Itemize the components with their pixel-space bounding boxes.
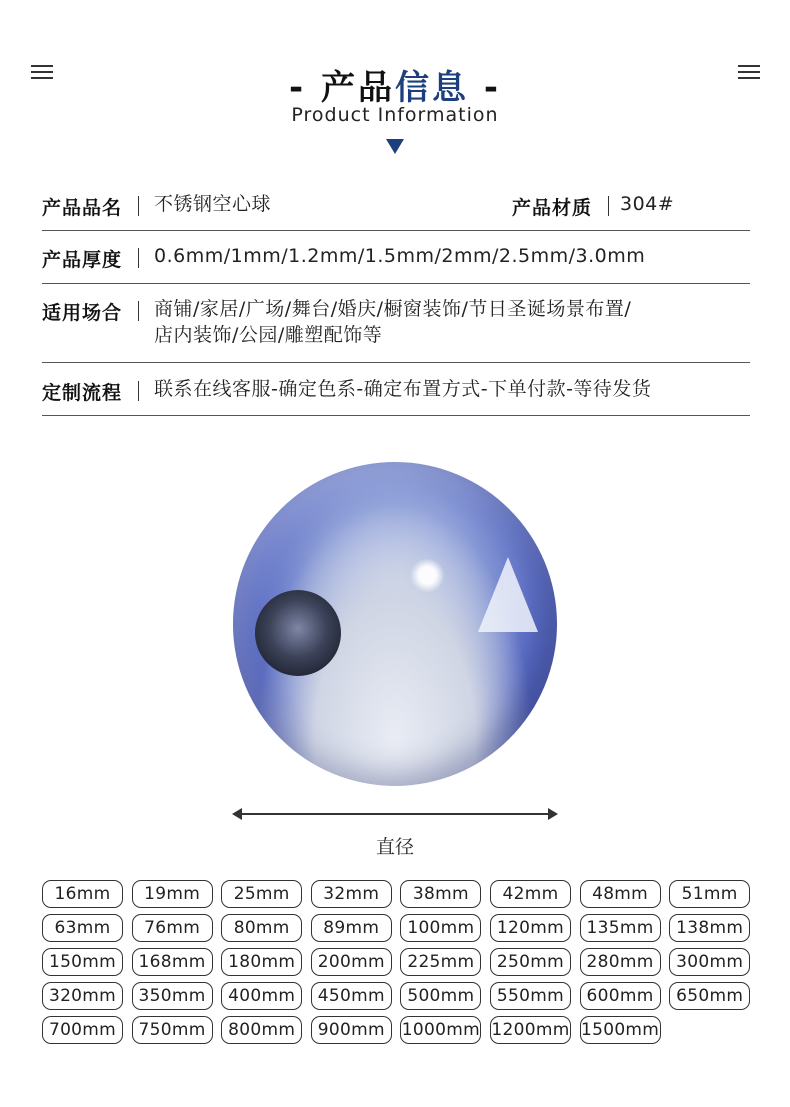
spec-value-material: 304#: [620, 193, 675, 215]
title-prefix: - 产品: [289, 68, 395, 108]
spec-row-name: [42, 193, 750, 220]
spec-label: 产品品名: [42, 197, 123, 219]
size-grid: [42, 880, 762, 1044]
reflection-mountain: [478, 557, 538, 632]
size-option[interactable]: 16mm: [42, 880, 123, 908]
arrow-right-icon: [548, 808, 558, 820]
size-option[interactable]: 63mm: [42, 914, 123, 942]
spec-value: 店内装饰/公园/雕塑配饰等: [154, 324, 383, 346]
size-option[interactable]: 1000mm: [400, 1016, 481, 1044]
product-image: [233, 462, 557, 786]
page-title: [0, 60, 790, 109]
size-option[interactable]: 400mm: [221, 982, 302, 1010]
dimension-line: [240, 813, 550, 815]
row-divider: [42, 283, 750, 284]
size-option[interactable]: 150mm: [42, 948, 123, 976]
size-option[interactable]: 89mm: [311, 914, 392, 942]
spec-label: 产品厚度: [42, 249, 123, 271]
size-option[interactable]: 550mm: [490, 982, 571, 1010]
title-suffix: -: [469, 68, 501, 108]
size-option[interactable]: 600mm: [580, 982, 661, 1010]
divider: [138, 196, 139, 216]
size-option[interactable]: 76mm: [132, 914, 213, 942]
spec-value: 0.6mm/1mm/1.2mm/1.5mm/2mm/2.5mm/3.0mm: [154, 245, 646, 267]
title-highlight: 信息: [395, 68, 469, 108]
spec-value: 不锈钢空心球: [154, 193, 272, 215]
size-option[interactable]: 700mm: [42, 1016, 123, 1044]
spec-label-material: 产品材质: [512, 197, 593, 219]
spec-value: 联系在线客服-确定色系-确定布置方式-下单付款-等待发货: [154, 378, 652, 400]
size-option[interactable]: 19mm: [132, 880, 213, 908]
spec-row-thickness: [42, 245, 750, 272]
size-option[interactable]: 80mm: [221, 914, 302, 942]
size-option[interactable]: 42mm: [490, 880, 571, 908]
spec-row-usage: [42, 298, 750, 352]
size-option[interactable]: 38mm: [400, 880, 481, 908]
size-option[interactable]: 300mm: [669, 948, 750, 976]
size-option[interactable]: 750mm: [132, 1016, 213, 1044]
size-option[interactable]: 168mm: [132, 948, 213, 976]
size-option[interactable]: 25mm: [221, 880, 302, 908]
row-divider: [42, 230, 750, 231]
dimension-label: 直径: [375, 836, 414, 858]
spec-label: 适用场合: [42, 302, 123, 324]
size-option[interactable]: 320mm: [42, 982, 123, 1010]
size-option[interactable]: 800mm: [221, 1016, 302, 1044]
divider: [608, 196, 609, 216]
row-divider: [42, 415, 750, 416]
page-subtitle: Product Information: [291, 104, 499, 126]
size-option[interactable]: 500mm: [400, 982, 481, 1010]
divider: [138, 381, 139, 401]
size-option[interactable]: 350mm: [132, 982, 213, 1010]
spec-value: 商铺/家居/广场/舞台/婚庆/橱窗装饰/节日圣诞场景布置/: [154, 298, 632, 320]
divider: [138, 248, 139, 268]
size-option[interactable]: 138mm: [669, 914, 750, 942]
spec-row-process: [42, 378, 750, 405]
size-option[interactable]: 1500mm: [580, 1016, 661, 1044]
size-option[interactable]: 250mm: [490, 948, 571, 976]
size-option[interactable]: 180mm: [221, 948, 302, 976]
size-option[interactable]: 1200mm: [490, 1016, 571, 1044]
size-option[interactable]: 650mm: [669, 982, 750, 1010]
size-option[interactable]: 48mm: [580, 880, 661, 908]
size-option[interactable]: 280mm: [580, 948, 661, 976]
size-option[interactable]: 100mm: [400, 914, 481, 942]
size-option[interactable]: 450mm: [311, 982, 392, 1010]
size-option[interactable]: 51mm: [669, 880, 750, 908]
divider: [138, 301, 139, 321]
size-option[interactable]: 900mm: [311, 1016, 392, 1044]
size-option[interactable]: 120mm: [490, 914, 571, 942]
size-option[interactable]: 200mm: [311, 948, 392, 976]
size-option[interactable]: 135mm: [580, 914, 661, 942]
size-option[interactable]: 32mm: [311, 880, 392, 908]
size-option[interactable]: 225mm: [400, 948, 481, 976]
spec-label: 定制流程: [42, 382, 123, 404]
down-triangle-icon: [386, 139, 404, 154]
reflection-ball: [255, 590, 341, 676]
row-divider: [42, 362, 750, 363]
